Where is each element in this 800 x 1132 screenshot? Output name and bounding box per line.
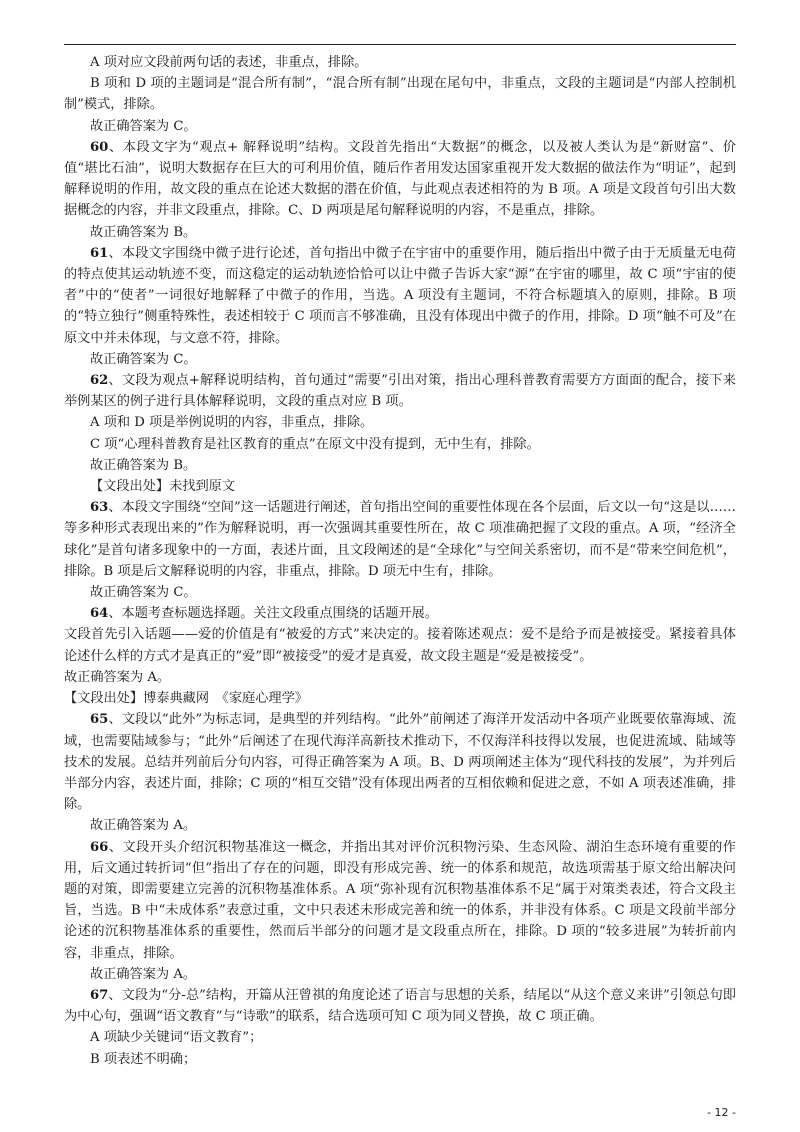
question-paragraph	[64, 243, 736, 349]
paragraph-text: 【文段出处】未找到原文	[90, 479, 236, 495]
paragraph-text: B 项表述不明确；	[90, 1051, 197, 1067]
paragraph	[64, 582, 736, 603]
paragraph-text: 、本题考查标题选择题。关注文段重点围绕的话题开展。	[108, 606, 439, 622]
question-number: 67	[90, 987, 109, 1003]
paragraph	[64, 455, 736, 476]
question-number: 63	[90, 500, 109, 516]
question-number: 60	[90, 139, 109, 155]
paragraph	[64, 688, 736, 709]
question-number: 66	[90, 839, 109, 855]
page-number: - 12 -	[707, 1106, 736, 1119]
paragraph	[64, 412, 736, 433]
paragraph	[64, 434, 736, 455]
paragraph-text: 故正确答案为 C。	[90, 351, 197, 367]
paragraph-text: 、文段开头介绍沉积物基准这一概念，并指出其对评价沉积物污染、生态风险、湖泊生态环境有重要的作用，后文通过转折词“但”指出了存在的问题，即没有形成完善、统一的体系和规范，故选项需基于原文给出解决问题的对策，即需要建立完善的沉积物基准体系。A 项“弥补现有沉积物基准体系不足”属于对策类表述，符合文段主旨，当选。B 中“未成体系”表意过重，文中只表述未形成完善和统一的体系，并非没有体系。C 项是文段前半部分论述的沉积物基准体系的重要性，然而后半部分的问题才是文段重点所在，排除。D 项的“较多进展”为转折前内容，非重点，排除。	[64, 839, 736, 961]
paragraph	[64, 349, 736, 370]
paragraph-text: 、文段为“分-总”结构，开篇从汪曾祺的角度论述了语言与思想的关系，结尾以“从这个意义来讲”引领总句即为中心句，强调“语文教育”与“诗歌”的联系，结合选项可知 C 项为同义替换，故 C 项正确。	[64, 987, 736, 1025]
paragraph	[64, 476, 736, 497]
paragraph-text: 文段首先引入话题——爱的价值是有“被爱的方式”来决定的。接着陈述观点：爱不是给予而是被接受。紧接着具体论述什么样的方式才是真正的“爱”即“被接受”的爱才是真爱，故文段主题是“爱是被接受”。	[64, 627, 736, 664]
paragraph-text: 故正确答案为 A。	[90, 818, 197, 834]
question-paragraph	[64, 370, 736, 412]
paragraph	[64, 624, 736, 666]
question-number: 64	[90, 606, 109, 622]
paragraph	[64, 1049, 736, 1070]
question-paragraph	[64, 137, 736, 222]
paragraph-text: 故正确答案为 B。	[90, 457, 197, 473]
header-rule	[64, 44, 736, 45]
paragraph-text: 、本段文字为“观点+ 解释说明”结构。文段首先指出“大数据”的概念，以及被人类认为是“新财富”、价值“堪比石油”，说明大数据存在巨大的可利用价值，随后作者用发达国家重视开发大数据的做法作为“明证”，起到解释说明的作用，故文段的重点在论述大数据的潜在价值，与此观点表述相符的为 B 项。A 项是文段首句引出大数据概念的内容，并非文段重点，排除。C、D 两项是尾句解释说明的内容，不是重点，排除。	[64, 139, 736, 219]
paragraph-text: 、本段文字围绕中微子进行论述，首句指出中微子在宇宙中的重要作用，随后指出中微子由于无质量无电荷的特点使其运动轨迹不变，而这稳定的运动轨迹恰恰可以让中微子告诉大家“源”在宇宙的哪里，故 C 项“宇宙的使者”中的“使者”一词很好地解释了中微子的作用，当选。A 项没有主题词，不符合标题填入的原则，排除。B 项的“特立独行”侧重特殊性，表述相较于 C 项而言不够准确，且没有体现出中微子的作用，排除。D 项“触不可及”在原文中并未体现，与文意不符，排除。	[64, 245, 736, 346]
paragraph-text: B 项和 D 项的主题词是“混合所有制”，“混合所有制”出现在尾句中，非重点，文段的主题词是“内部人控制机制”模式，排除。	[64, 76, 736, 113]
question-number: 62	[90, 373, 109, 389]
paragraph	[64, 73, 736, 115]
paragraph-text: A 项和 D 项是举例说明的内容，非重点，排除。	[90, 415, 374, 431]
paragraph-text: 故正确答案为 A。	[64, 669, 171, 685]
question-number: 61	[90, 245, 109, 261]
question-paragraph	[64, 985, 736, 1027]
paragraph-text: 、本段文字围绕“空间”这一话题进行阐述，首句指出空间的重要性体现在各个层面，后文以一句“这是以……等多种形式表现出来的”作为解释说明，再一次强调其重要性所在，故 C 项准确把握了文段的重点。A 项，“经济全球化”是首句诸多现象中的一方面，表述片面，且文段阐述的是“全球化”与空间关系密切，而不是“带来空间危机”，排除。B 项是后文解释说明的内容，非重点，排除。D 项无中生有，排除。	[64, 500, 736, 579]
paragraph	[64, 964, 736, 985]
paragraph-text: C 项“心理科普教育是社区教育的重点”在原文中没有提到，无中生有，排除。	[90, 436, 540, 452]
paragraph-text: 、文段为观点+解释说明结构，首句通过“需要”引出对策，指出心理科普教育需要方方面面的配合，接下来举例某区的例子进行具体解释说明，文段的重点对应 B 项。	[64, 373, 736, 410]
question-paragraph	[64, 837, 736, 964]
paragraph-text: 故正确答案为 A。	[90, 966, 197, 982]
paragraph-text: A 项对应文段前两句话的表述，非重点，排除。	[90, 55, 368, 70]
paragraph-text: A 项缺少关键词“语文教育”；	[90, 1030, 263, 1046]
paragraph	[64, 815, 736, 836]
question-number: 65	[90, 712, 109, 728]
document-body	[64, 52, 736, 1070]
paragraph-text: 故正确答案为 C。	[90, 118, 197, 134]
question-paragraph	[64, 497, 736, 582]
paragraph-text: 【文段出处】博泰典藏网 《家庭心理学》	[64, 691, 308, 707]
paragraph	[64, 1027, 736, 1048]
paragraph-text: 故正确答案为 C。	[90, 585, 197, 601]
paragraph-text: 故正确答案为 B。	[90, 224, 197, 240]
paragraph	[64, 222, 736, 243]
question-paragraph	[64, 603, 736, 624]
paragraph-text: 、文段以“此外”为标志词，是典型的并列结构。“此外”前阐述了海洋开发活动中各项产业既要依靠海域、流域，也需要陆域参与；“此外”后阐述了在现代海洋高新技术推动下，不仅海洋科技得以发展，也促进流域、陆域等技术的发展。总结并列前后分句内容，可得正确答案为 A 项。B、D 两项阐述主体为“现代科技的发展”，为并列后半部分内容，表述片面，排除；C 项的“相互交错”没有体现出两者的互相依赖和促进之意，不如 A 项表述准确，排除。	[64, 712, 736, 813]
paragraph	[64, 116, 736, 137]
paragraph	[64, 667, 736, 688]
question-paragraph	[64, 709, 736, 815]
paragraph	[64, 52, 736, 73]
